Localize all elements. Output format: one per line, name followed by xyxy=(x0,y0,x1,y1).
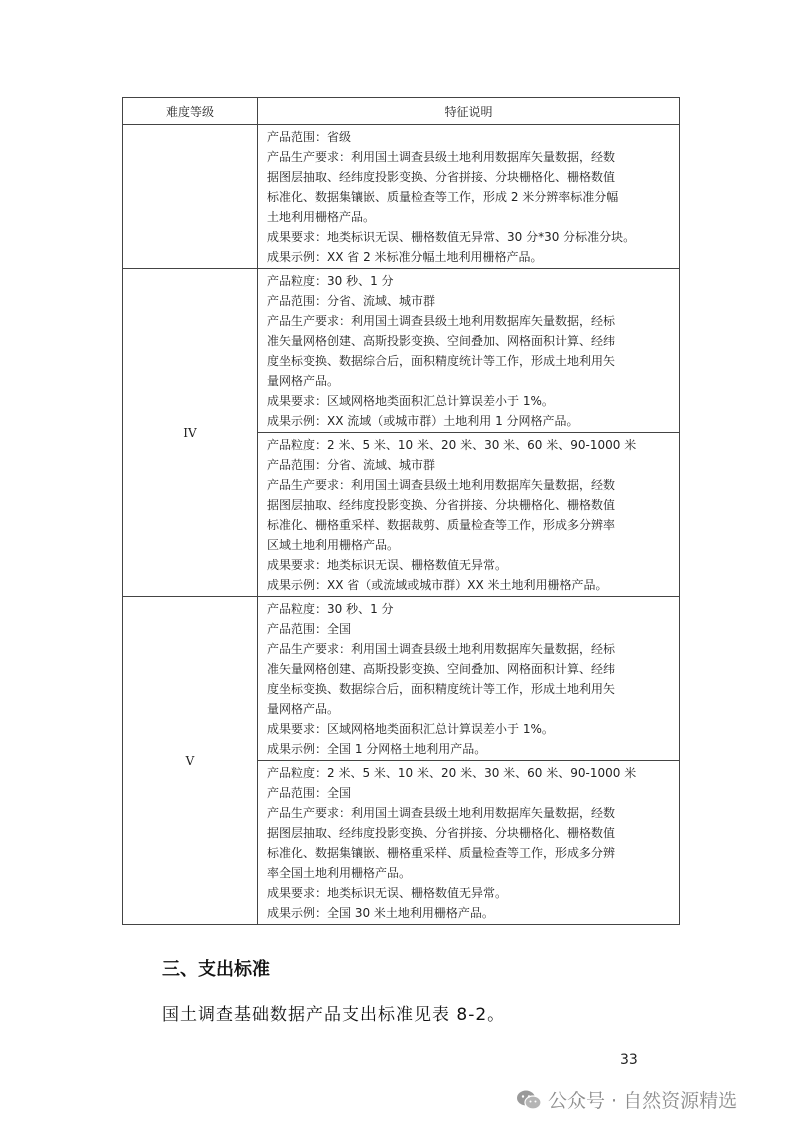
description-line: 量网格产品。 xyxy=(267,374,340,388)
section-heading: 三、支出标准 xyxy=(162,959,270,980)
difficulty-level-cell xyxy=(123,125,258,269)
description-line: 度坐标变换、数据综合后，面积精度统计等工作，形成土地利用矢 xyxy=(267,354,616,368)
description-line: 标准化、栅格重采样、数据裁剪、质量检查等工作，形成多分辨率 xyxy=(267,518,616,532)
feature-description-cell xyxy=(258,125,680,269)
feature-description-cell xyxy=(258,761,680,925)
description-line: 成果示例：全国 1 分网格土地利用产品。 xyxy=(267,742,487,756)
description-line: 产品范围：分省、流域、城市群 xyxy=(267,294,436,308)
description-line: 据图层抽取、经纬度投影变换、分省拼接、分块栅格化、栅格数值 xyxy=(267,170,616,184)
difficulty-level-cell: IV xyxy=(123,269,258,597)
header-difficulty-level: 难度等级 xyxy=(123,98,258,125)
description-line: 产品粒度：2 米、5 米、10 米、20 米、30 米、60 米、90-1000 米 xyxy=(267,438,637,452)
table-body xyxy=(123,125,680,925)
table-row xyxy=(123,269,680,433)
description-line: 产品生产要求：利用国土调查县级土地利用数据库矢量数据，经标 xyxy=(267,642,616,656)
description-line: 准矢量网格创建、高斯投影变换、空间叠加、网格面积计算、经纬 xyxy=(267,662,616,676)
description-line: 土地利用栅格产品。 xyxy=(267,210,376,224)
table-row xyxy=(123,597,680,761)
description-line: 产品范围：全国 xyxy=(267,622,352,636)
spec-table xyxy=(122,97,680,925)
description-line: 产品范围：省级 xyxy=(267,130,352,144)
description-line: 成果示例：XX 流域（或城市群）土地利用 1 分网格产品。 xyxy=(267,414,579,428)
description-line: 成果要求：区域网格地类面积汇总计算误差小于 1%。 xyxy=(267,394,554,408)
description-line: 产品粒度：2 米、5 米、10 米、20 米、30 米、60 米、90-1000 米 xyxy=(267,766,637,780)
feature-description-cell xyxy=(258,433,680,597)
description-line: 准矢量网格创建、高斯投影变换、空间叠加、网格面积计算、经纬 xyxy=(267,334,616,348)
description-line: 成果要求：地类标识无误、栅格数值无异常。 xyxy=(267,886,508,900)
description-line: 成果示例：XX 省 2 米标准分幅土地利用栅格产品。 xyxy=(267,250,543,264)
page-number: 33 xyxy=(620,1052,638,1068)
feature-description-cell xyxy=(258,269,680,433)
description-line: 量网格产品。 xyxy=(267,702,340,716)
wechat-icon xyxy=(516,1089,542,1111)
description-line: 产品粒度：30 秒、1 分 xyxy=(267,274,394,288)
description-line: 产品生产要求：利用国土调查县级土地利用数据库矢量数据，经标 xyxy=(267,314,616,328)
description-line: 成果要求：地类标识无误、栅格数值无异常。 xyxy=(267,558,508,572)
description-line: 成果示例：全国 30 米土地利用栅格产品。 xyxy=(267,906,494,920)
watermark-text: 公众号 · 自然资源精选 xyxy=(548,1090,738,1112)
body-paragraph: 国土调查基础数据产品支出标准见表 8-2。 xyxy=(162,1005,506,1025)
description-line: 据图层抽取、经纬度投影变换、分省拼接、分块栅格化、栅格数值 xyxy=(267,498,616,512)
description-line: 产品生产要求：利用国土调查县级土地利用数据库矢量数据，经数 xyxy=(267,478,616,492)
description-line: 度坐标变换、数据综合后，面积精度统计等工作，形成土地利用矢 xyxy=(267,682,616,696)
description-line: 产品粒度：30 秒、1 分 xyxy=(267,602,394,616)
table-row xyxy=(123,125,680,269)
description-line: 成果要求：区域网格地类面积汇总计算误差小于 1%。 xyxy=(267,722,554,736)
description-line: 产品范围：全国 xyxy=(267,786,352,800)
description-line: 产品生产要求：利用国土调查县级土地利用数据库矢量数据，经数 xyxy=(267,150,616,164)
difficulty-level-cell: V xyxy=(123,597,258,925)
description-line: 标准化、数据集镶嵌、栅格重采样、质量检查等工作，形成多分辨 xyxy=(267,846,616,860)
table-header-row xyxy=(123,98,680,125)
description-line: 区域土地利用栅格产品。 xyxy=(267,538,400,552)
description-line: 据图层抽取、经纬度投影变换、分省拼接、分块栅格化、栅格数值 xyxy=(267,826,616,840)
description-line: 标准化、数据集镶嵌、质量检查等工作，形成 2 米分辨率标准分幅 xyxy=(267,190,619,204)
description-line: 成果示例：XX 省（或流域或城市群）XX 米土地利用栅格产品。 xyxy=(267,578,608,592)
description-line: 产品生产要求：利用国土调查县级土地利用数据库矢量数据，经数 xyxy=(267,806,616,820)
header-feature-description: 特征说明 xyxy=(258,98,680,125)
description-line: 率全国土地利用栅格产品。 xyxy=(267,866,412,880)
watermark xyxy=(516,1086,737,1113)
feature-description-cell xyxy=(258,597,680,761)
description-line: 成果要求：地类标识无误、栅格数值无异常、30 分*30 分标准分块。 xyxy=(267,230,636,244)
description-line: 产品范围：分省、流域、城市群 xyxy=(267,458,436,472)
